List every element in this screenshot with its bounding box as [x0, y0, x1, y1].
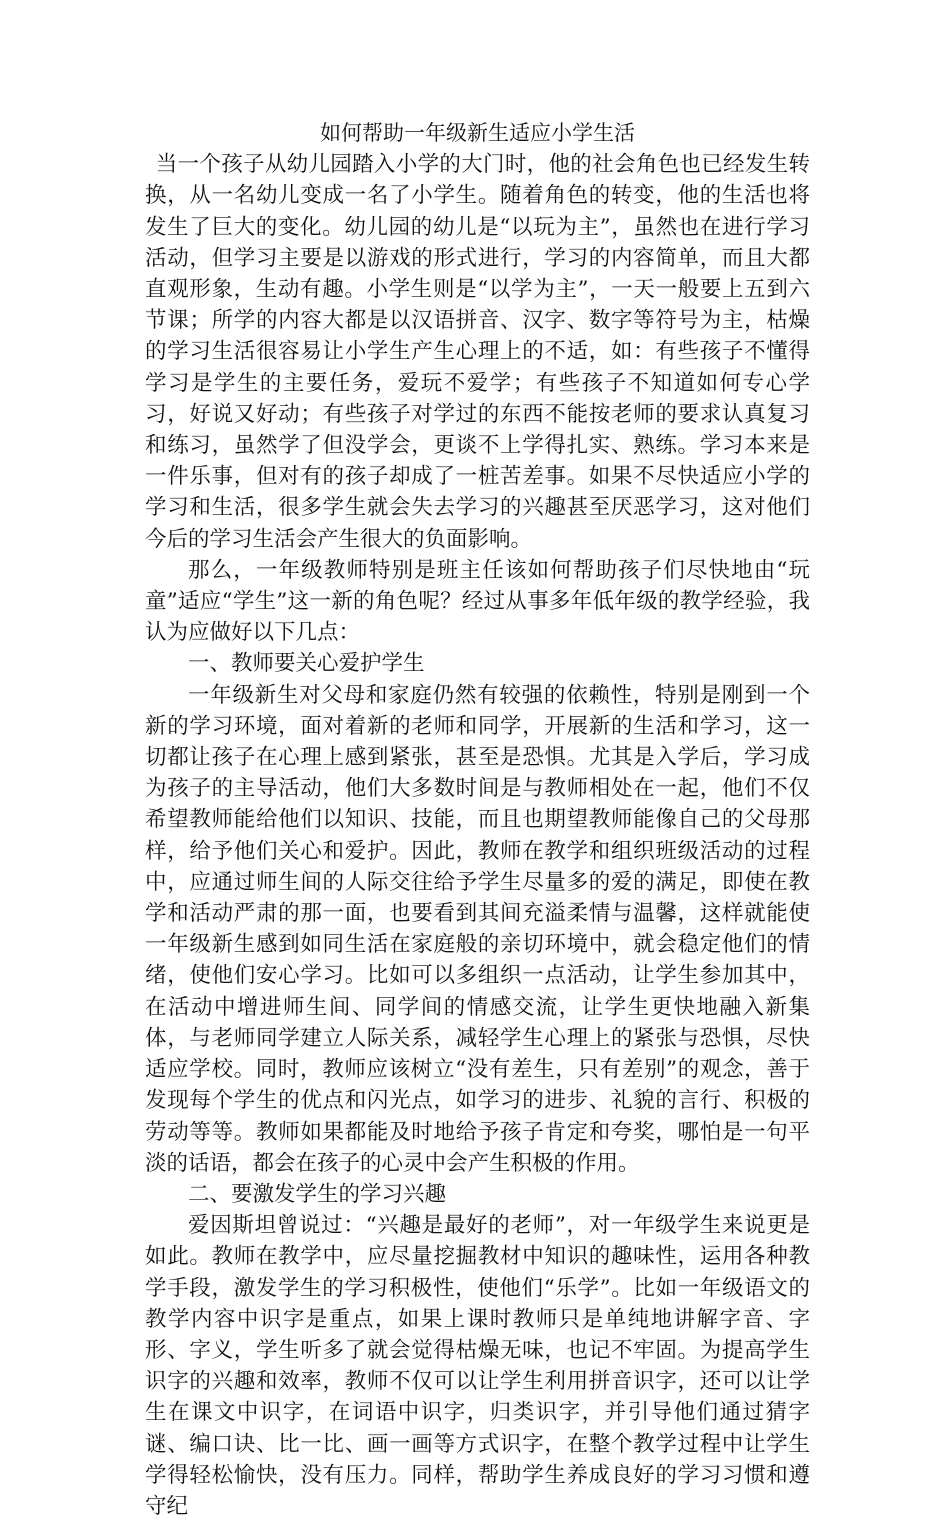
- section-heading-2: 二、要激发学生的学习兴趣: [188, 1181, 447, 1207]
- paragraph-section-2: 爱因斯坦曾说过：“兴趣是最好的老师”，对一年级学生来说更是如此。教师在教学中，应尽量挖掘教材中知识的趣味性，运用各种教学手段，激发学生的学习积极性，使他们“乐学”。比如一年级语文的教学内容中识字是重点，如果上课时教师只是单纯地讲解字音、字形、字义，学生听多了就会觉得枯燥无味，也记不牢固。为提高学生识字的兴趣和效率，教师不仅可以让学生利用拼音识字，还可以让学生在课文中识字，在词语中识字，归类识字，并引导他们通过猜字谜、编口诀、比一比、画一画等方式识字，在整个教学过程中让学生学得轻松愉快，没有压力。同样，帮助学生养成良好的学习习惯和遵守纪: [145, 1213, 810, 1519]
- paragraph-intro: 当一个孩子从幼儿园踏入小学的大门时，他的社会角色也已经发生转换，从一名幼儿变成一名了小学生。随着角色的转变，他的生活也将发生了巨大的变化。幼儿园的幼儿是“以玩为主”，虽然也在进行学习活动，但学习主要是以游戏的形式进行，学习的内容简单，而且大都直观形象，生动有趣。小学生则是“以学为主”，一天一般要上五到六节课；所学的内容大都是以汉语拼音、汉字、数字等符号为主，枯燥的学习生活很容易让小学生产生心理上的不适，如：有些孩子不懂得学习是学生的主要任务，爱玩不爱学；有些孩子不知道如何专心学习，好说又好动；有些孩子对学过的东西不能按老师的要求认真复习和练习，虽然学了但没学会，更谈不上学得扎实、熟练。学习本来是一件乐事，但对有的孩子却成了一桩苦差事。如果不尽快适应小学的学习和生活，很多学生就会失去学习的兴趣甚至厌恶学习，这对他们今后的学习生活会产生很大的负面影响。: [145, 152, 810, 552]
- section-heading-1: 一、教师要关心爱护学生: [188, 651, 425, 677]
- document-title: 如何帮助一年级新生适应小学生活: [320, 121, 635, 145]
- document-page: [145, 118, 810, 1522]
- paragraph-question: 那么，一年级教师特别是班主任该如何帮助孩子们尽快地由“玩童”适应“学生”这一新的角色呢？经过从事多年低年级的教学经验，我认为应做好以下几点：: [145, 557, 810, 646]
- paragraph-section-1: 一年级新生对父母和家庭仍然有较强的依赖性，特别是刚到一个新的学习环境，面对着新的老师和同学，开展新的生活和学习，这一切都让孩子在心理上感到紧张，甚至是恐惧。尤其是入学后，学习成为孩子的主导活动，他们大多数时间是与教师相处在一起，他们不仅希望教师能给他们以知识、技能，而且也期望教师能像自己的父母那样，给予他们关心和爱护。因此，教师在教学和组织班级活动的过程中，应通过师生间的人际交往给予学生尽量多的爱的满足，即使在教学和活动严肃的那一面，也要看到其间充溢柔情与温馨，这样就能使一年级新生感到如同生活在家庭般的亲切环境中，就会稳定他们的情绪，使他们安心学习。比如可以多组织一点活动，让学生参加其中，在活动中增进师生间、同学间的情感交流，让学生更快地融入新集体，与老师同学建立人际关系，减轻学生心理上的紧张与恐惧，尽快适应学校。同时，教师应该树立“没有差生，只有差别”的观念，善于发现每个学生的优点和闪光点，如学习的进步、礼貌的言行、积极的劳动等等。教师如果都能及时地给予孩子肯定和夸奖，哪怕是一句平淡的话语，都会在孩子的心灵中会产生积极的作用。: [145, 682, 810, 1176]
